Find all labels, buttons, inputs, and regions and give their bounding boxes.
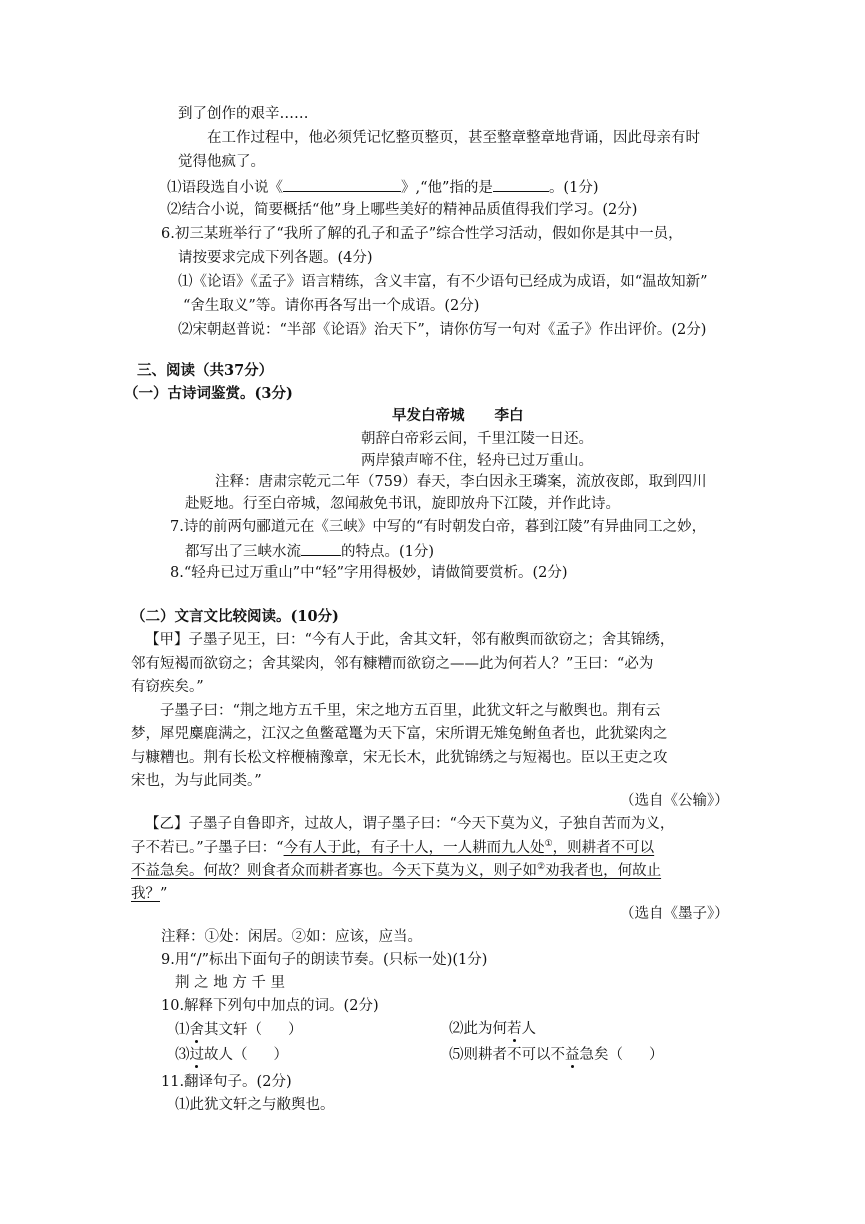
text-line: 赴贬地。行至白帝城，忽闻赦免书讯，旋即放舟下江陵，并作此诗。 xyxy=(185,496,620,512)
question-10-1: ⑴舍其文轩（ ） xyxy=(175,1019,303,1040)
poem-title: 早发白帝城 xyxy=(392,407,465,424)
text-line: 在工作过程中，他必须凭记忆整页整页，甚至整章整章地背诵，因此母亲有时 xyxy=(207,130,700,146)
dotted-word: 益 xyxy=(565,1047,580,1063)
underlined-text: 今有人于此，有子十人，一人耕而九人处①，则耕者不可以 xyxy=(283,839,655,856)
question-11-1: ⑴此犹文轩之与敝舆也。 xyxy=(175,1097,335,1113)
dotted-word: 过 xyxy=(189,1047,204,1063)
text-line: 梦，犀兕麋鹿满之，江汉之鱼鳖鼋鼍为天下富，宋所谓无雉兔鲋鱼者也，此犹粱肉之 xyxy=(131,726,668,742)
text-line: 与糠糟也。荆有长松文梓楩楠豫章，宋无长木，此犹锦绣之与短褐也。臣以王吏之攻 xyxy=(131,750,668,766)
answer-blank[interactable] xyxy=(262,1019,288,1034)
poem-author: 李白 xyxy=(494,407,524,424)
underlined-text: 我？ xyxy=(131,886,160,902)
passage-yi: 【乙】子墨子自鲁即齐，过故人，谓子墨子曰：“今天下莫为义，子独自苦而为义， xyxy=(145,816,675,832)
answer-blank[interactable] xyxy=(493,176,549,192)
subsection-heading: （一）古诗词鉴赏。(3分) xyxy=(124,385,293,402)
question-5-2: ⑵结合小说，简要概括“他”身上哪些美好的精神品质值得我们学习。(2分) xyxy=(167,202,638,218)
question-9-sentence: 荆 之 地 方 千 里 xyxy=(175,975,286,991)
passage-jia: 【甲】子墨子见王，曰：“今有人于此，舍其文轩，邻有敝舆而欲窃之；舍其锦绣， xyxy=(145,632,675,648)
underlined-text: 不益急矣。何故？则食者众而耕者寡也。今天下莫为义，则子如②劝我者也，何故止 xyxy=(131,862,662,879)
answer-blank[interactable] xyxy=(248,1044,274,1059)
question-6-2: ⑵宋朝赵普说：“半部《论语》治天下”，请你仿写一句对《孟子》作出评价。(2分) xyxy=(178,322,707,338)
text: 子不若已。”子墨子曰：“ xyxy=(131,840,284,856)
question-6: 6.初三某班举行了“我所了解的孔子和孟子”综合性学习活动，假如你是其中一员， xyxy=(161,226,683,242)
text: ” xyxy=(160,886,168,902)
question-8: 8.“轻舟已过万重山”中“轻”字用得极妙，请做简要赏析。(2分) xyxy=(170,565,568,581)
text: 》,“他”指的是 xyxy=(401,180,493,196)
question-10-4: ⑸则耕者不可以不益急矣（ ） xyxy=(449,1044,664,1065)
dotted-word: 舍 xyxy=(189,1022,204,1038)
text-line: 宋也，为与此同类。” xyxy=(131,773,262,789)
text-line: “舍生取义”等。请你再各写出一个成语。(2分) xyxy=(183,298,480,314)
footnote-mark: ② xyxy=(537,862,546,873)
question-7: 7.诗的前两句郦道元在《三峡》中写的“有时朝发白帝，暮到江陵”有异曲同工之妙， xyxy=(170,519,707,535)
source-citation: （选自《墨子》） xyxy=(620,906,729,922)
question-9: 9.用“/”标出下面句子的朗读节奏。(只标一处)(1分) xyxy=(161,952,488,968)
text-line xyxy=(131,884,167,904)
poem-line: 朝辞白帝彩云间，千里江陵一日还。 xyxy=(361,431,593,447)
question-10-2: ⑵此为何若人 xyxy=(449,1021,536,1037)
text-line: 有窃疾矣。” xyxy=(131,679,204,695)
question-6-1: ⑴《论语》《孟子》语言精练，含义丰富，有不少语句已经成为成语，如“温故知新” xyxy=(178,274,708,290)
answer-blank[interactable] xyxy=(623,1044,649,1059)
text-line: 邻有短褐而欲窃之；舍其粱肉，邻有糠糟而欲窃之——此为何若人？”王曰：“必为 xyxy=(131,656,654,672)
question-10: 10.解释下列句中加点的词。(2分) xyxy=(161,998,379,1014)
text: 。(1分) xyxy=(548,180,599,196)
question-11: 11.翻译句子。(2分) xyxy=(161,1074,292,1090)
text-line: 觉得他疯了。 xyxy=(178,154,265,170)
question-10-3: ⑶过故人（ ） xyxy=(175,1044,288,1065)
answer-blank[interactable] xyxy=(301,540,341,556)
question-5-1 xyxy=(167,176,598,198)
subsection-heading: （二）文言文比较阅读。(10分) xyxy=(131,608,339,625)
poem-title-line xyxy=(392,406,524,426)
passage-note: 注释：①处：闲居。②如：应该，应当。 xyxy=(161,929,422,945)
section-heading: 三、阅读（共37分） xyxy=(137,362,274,379)
text-line: 子墨子曰：“荆之地方五千里，宋之地方五百里，此犹文轩之与敝舆也。荆有云 xyxy=(160,703,661,719)
text-line: 到了创作的艰辛…… xyxy=(178,106,309,122)
text: 都写出了三峡水流 xyxy=(185,544,301,560)
text-line xyxy=(131,861,661,881)
question-7-cont xyxy=(185,540,434,562)
answer-blank[interactable] xyxy=(283,176,401,192)
text: ⑴语段选自小说《 xyxy=(167,180,283,196)
text-line: 请按要求完成下列各题。(4分) xyxy=(178,250,373,266)
text-line xyxy=(131,838,654,858)
footnote-mark: ① xyxy=(544,839,553,850)
dotted-word: 若 xyxy=(507,1021,522,1037)
text: 的特点。(1分) xyxy=(341,544,435,560)
poem-note: 注释：唐肃宗乾元二年（759）春天，李白因永王璘案，流放夜郎，取到四川 xyxy=(215,474,707,490)
poem-line: 两岸猿声啼不住，轻舟已过万重山。 xyxy=(361,453,593,469)
source-citation: （选自《公输》） xyxy=(620,793,729,809)
